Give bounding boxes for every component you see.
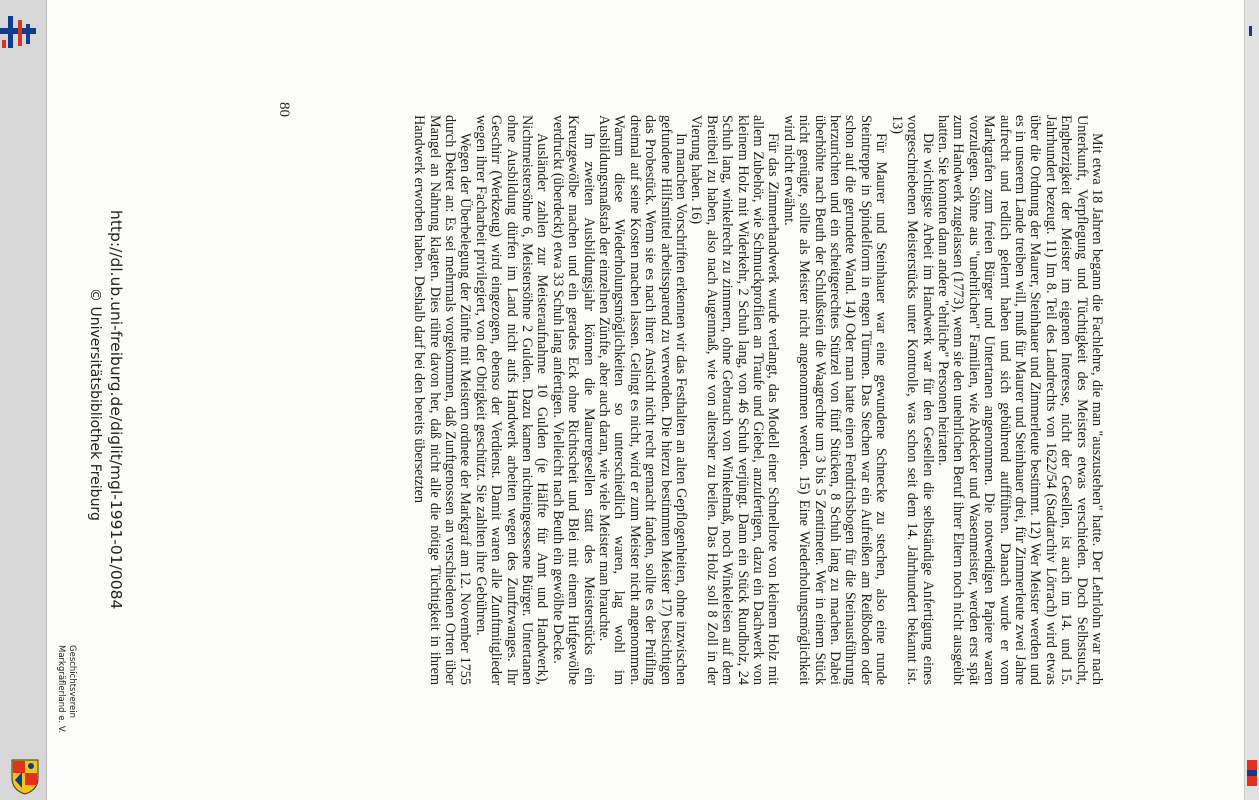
footer-url-link[interactable]: http://dl.ub.uni-freiburg.de/diglit/mgl-1991-01/0084 [107,210,125,610]
paragraph: Für das Zimmerhandwerk wurde verlangt, das Modell einer Schnellrote von kleinem Holz mit allem Zubehör, wie Schmuckprofilen an Traufe und Giebel, anzufertigen, dazu ein Dachwerk von kleinem Holz mit Widerkehr, 2 Schuh lang, von 46 Schuh verjüngt. Dann ein Stück Rundholz, 24 Schuh lang, winkelrecht zu zimmern, ohne Gebrauch von Winkelmaß, noch Winkeleisen auf dem Breitbeil zu haben, also nach Augenmaß, wie von altersher zu beilen. Das Holz soll 8 Zoll in der Vierung haben. 16) [688,115,782,685]
coat-of-arms-icon [10,758,40,796]
university-logo-icon[interactable] [0,14,40,50]
footer-society-name-2: Markgräflerland e. V. [56,645,66,734]
page-body [132,0,1244,800]
left-toolbar [0,0,47,800]
document-page [47,0,1244,800]
right-scroll-strip[interactable] [1244,0,1259,800]
text-column [411,115,1104,685]
paragraph: Wegen der Überbelegung der Zünfte mit Meistern ordnete der Markgraf am 12. November 1755 durch Dekret an: Es sei mehrmals vorgekommen, daß Zunftgenossen an verschiedenen Orten über Mangel an Nahrung klagten. Dies rühre davon her, daß nicht alle die nötige Tüchtigkeit in ihrem Handwerk erworben haben. Deshalb darf bei den bereits übersetzten [411,115,474,685]
paragraph: Für Maurer und Steinhauer war eine gewundene Schnecke zu stechen, also eine runde Steintreppe in Spindelform in engen Türmen. Das Stechen war ein Aufreißen am Reißboden oder schon auf die gerundete Wand. 14) Oder man hatte einen Fendrichsbogen für die Steinausführung herzurichten und ein scheitgerechtes Stürzel von fünf Stücken, 8 Schuh lang zu machen. Dabei überhöhte nach Beuth der Schlußstein die Waagrechte um 3 bis 5 Zentimeter. Wer in einem Stück nicht genügte, sollte als Meister nicht angenommen werden. 15) Eine Wiederholungsmöglichkeit wird nicht erwähnt. [780,115,890,685]
paragraph: Ausländer zahlen zur Meisteraufnahme 10 Gulden (je Hälfte für Amt und Handwerk), Nichtmeistersöhne 6, Meistersöhne 2 Gulden. Dazu kamen nichteingesessene Bürger. Untertanen ohne Ausbildung dürfen im Land nicht aufs Handwerk arbeiten wegen des Zunftzwanges. Ihr Geschirr (Werkzeug) wird eingezogen, ebenso der Verdienst. Damit waren alle Zunftmitglieder wegen ihrer Facharbeit privilegiert, von der Obrigkeit geschützt. Sie zahlten ihre Gebühren. [472,115,551,685]
page-footer [47,0,127,800]
footer-copyright: © Universitätsbibliothek Freiburg [87,288,103,521]
edge-coat-icon [1245,758,1259,788]
paragraph: In manchen Vorschriften erkennen wir das Festhalten an alten Gepflogenheiten, ohne inzwischen gefundene Hilfsmittel arbeitssparend zu verwenden. Die hierzu bestimmten Meister 17) besichtigen das Probestück. Wenn sie es nach ihrer Ansicht nicht recht gemacht fanden, sollte es der Prüfling dreimal auf seine Kosten machen lassen. Gelingt es nicht, wird er zum Meister nicht angenommen. Warum diese Wiederholungsmöglichkeiten so unterschiedlich waren, lag wohl im Ausbildungsmaßstab der einzelnen Zünfte, aber auch daran, wie viele Meister man brauchte. [596,115,690,685]
edge-marker-icon [1245,24,1259,38]
paragraph: Mit etwa 18 Jahren begann die Fachlehre, die man "auszustehen" hatte. Der Lehrlohn war nach Unterkunft, Verpflegung und Tüchtigkeit des Meisters etwas verschieden. Doch Selbstsucht, Engherzigkeit der Meister im eigenen Interesse, nicht der Gesellen, ist auch im 14. und 15. Jahrhundert bezeugt. 11) Im 8. Teil des Landrechts von 1622/54 (Stadtarchiv Lörrach) wird etwas über die Ordnung der Maurer, Steinhauer und Zimmerleute bestimmt. 12) Wer Meister werden und es in unserem Lande treiben will, muß für Maurer und Steinhauer drei, für Zimmerleute zwei Jahre aufrecht und redlich gelernt haben und sich gebührend auffführen. Danach wurde er vom Markgrafen zum freien Bürger und Untertanen angenommen. Die notwendigen Papiere waren vorzulegen. Söhne aus "unehrlichen" Familien, wie Abdecker und Wasenmeister, werden erst spät zum Handwerk zugelassen (1773), wenn sie den unehrlichen Beruf ihrer Eltern noch nicht ausgeübt hatten. Sie konnten dann andere "ehrliche" Personen heiraten. [934,115,1105,685]
footer-society-name: Geschichtsverein [67,645,77,719]
paragraph: Die wichtigste Arbeit im Handwerk war für den Gesellen die selbständige Anfertigung eines vorgeschriebenen Meisterstücks unter Kontrolle, was schon seit dem 14. Jahrhundert bekannt ist. 13) [888,115,936,685]
page-number: 80 [276,102,292,117]
paragraph: Im zweiten Ausbildungsjahr können die Maurergesellen statt des Meisterstücks ein Kreuzgewölbe machen und ein gerades Eck ohne Richtscheit und Blei mit einem Hufgewölbe verdruckt (überdeckt) etwa 33 Schuh lang anfertigen. Vielleicht nach Beuth ein gewölbte Decke. [549,115,597,685]
